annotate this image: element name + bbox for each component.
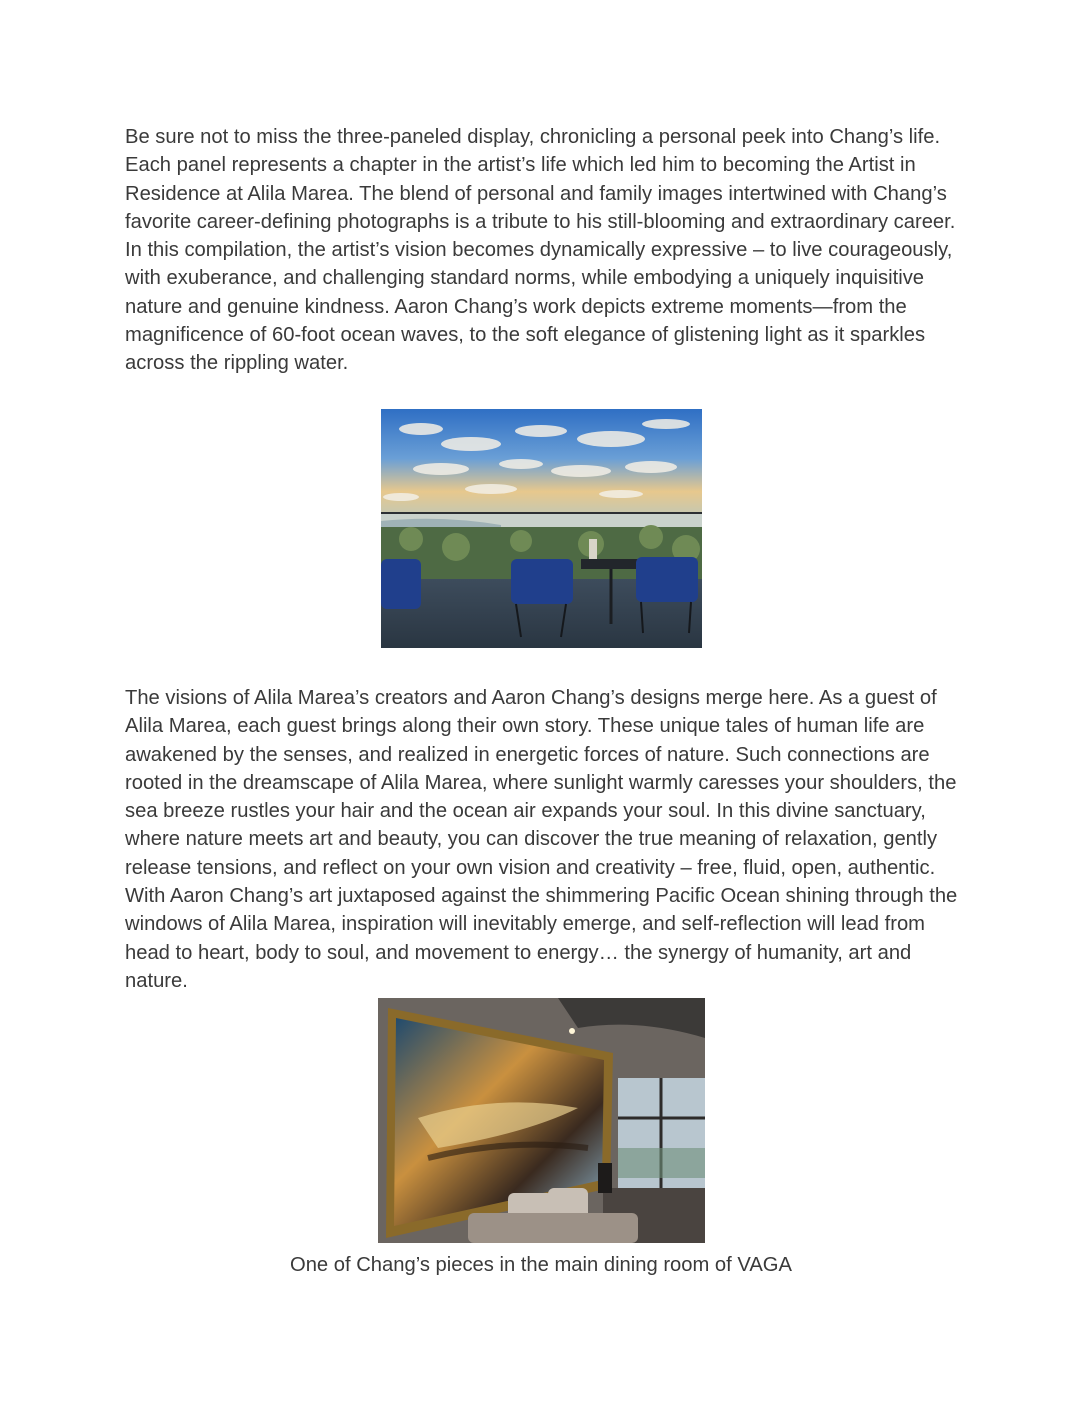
- photo-caption: One of Chang’s pieces in the main dining room of VAGA: [290, 1254, 792, 1276]
- dining-room-artwork-photo: [378, 998, 705, 1243]
- intro-paragraph: Be sure not to miss the three-paneled display, chronicling a personal peek into Chang’s life. Each panel represents a chapter in the artist’s life which led him to becoming the Artist in Residence at Alila Marea. The blend of personal and family images intertwined with Chang’s favorite career-defining photographs is a tribute to his still-blooming and extraordinary career. In this compilation, the artist’s vision becomes dynamically expressive – to live courageously, with exuberance, and challenging standard norms, while embodying a uniquely inquisitive nature and genuine kindness. Aaron Chang’s work depicts extreme moments—from the magnificence of 60-foot ocean waves, to the soft elegance of glistening light as it sparkles across the rippling water.: [125, 126, 956, 375]
- terrace-ocean-photo: [381, 409, 702, 648]
- second-paragraph: The visions of Alila Marea’s creators and Aaron Chang’s designs merge here. As a guest of Alila Marea, each guest brings along their own story. These unique tales of human life are awakened by the senses, and realized in energetic forces of nature. Such connections are rooted in the dreamscape of Alila Marea, where sunlight warmly caresses your shoulders, the sea breeze rustles your hair and the ocean air expands your soul. In this divine sanctuary, where nature meets art and beauty, you can discover the true meaning of relaxation, gently release tensions, and reflect on your own vision and creativity – free, fluid, open, authentic. With Aaron Chang’s art juxtaposed against the shimmering Pacific Ocean shining through the windows of Alila Marea, inspiration will inevitably emerge, and self-reflection will lead from head to heart, body to soul, and movement to energy… the synergy of humanity, art and nature.: [125, 687, 958, 992]
